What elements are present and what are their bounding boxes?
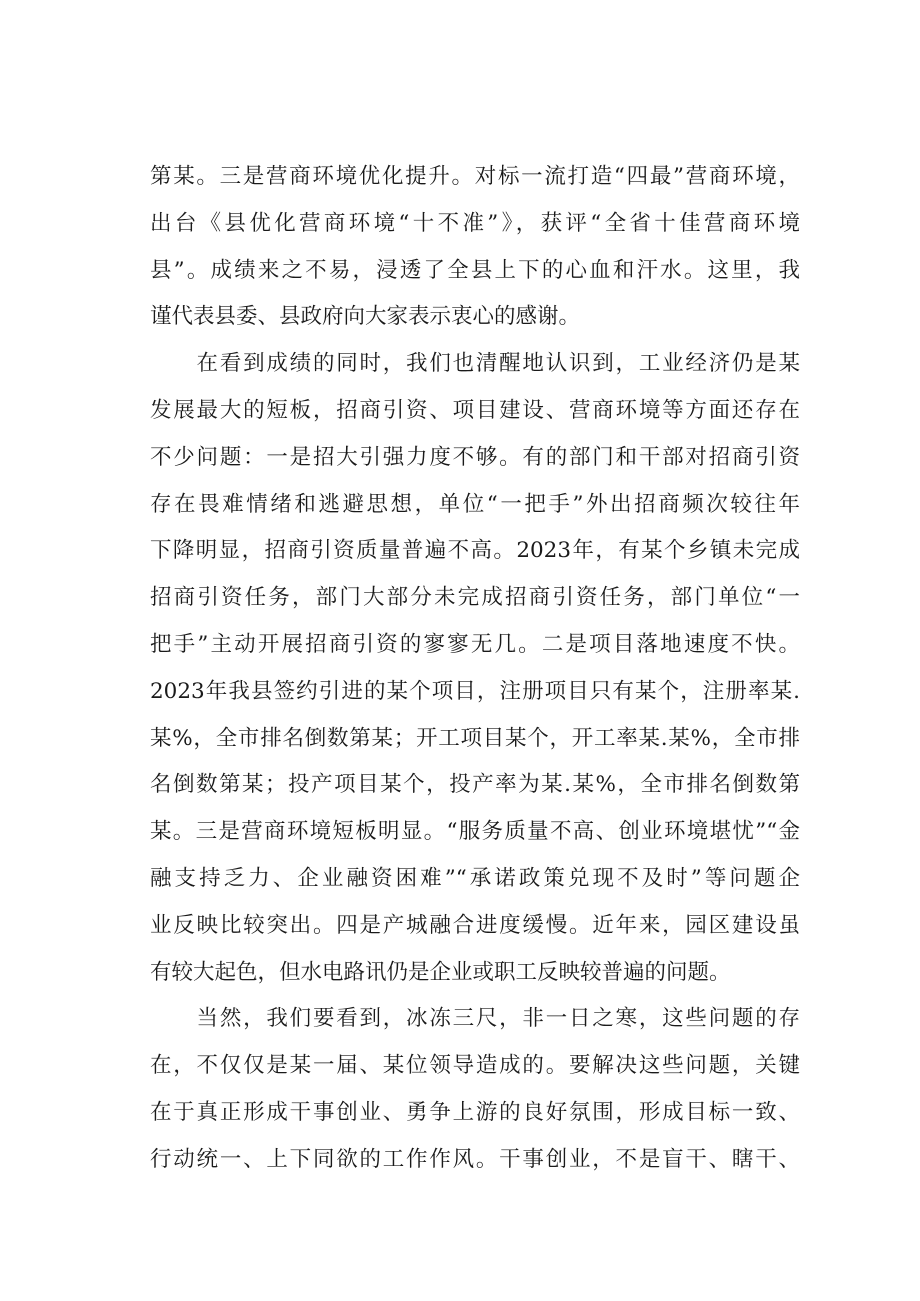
text-line: 行动统一、上下同欲的工作作风。干事创业，不是盲干、瞎干、 [150,1146,800,1172]
text-line: 融支持乏力、企业融资困难”“承诺政策兑现不及时”等问题企 [150,865,800,891]
text-line: 在于真正形成干事创业、勇争上游的良好氛围，形成目标一致、 [150,1099,800,1125]
text-line: 下降明显，招商引资质量普遍不高。2023年，有某个乡镇未完成 [150,538,800,564]
text-line: 在看到成绩的同时，我们也清醒地认识到，工业经济仍是某 [150,351,800,377]
text-line: 县”。成绩来之不易，浸透了全县上下的心血和汗水。这里，我 [150,257,800,283]
text-line: 业反映比较突出。四是产城融合进度缓慢。近年来，园区建设虽 [150,912,800,938]
paragraph-1 [150,154,800,341]
text-line: 2023年我县签约引进的某个项目，注册项目只有某个，注册率某. [150,678,800,704]
text-line: 招商引资任务，部门大部分未完成招商引资任务，部门单位“一 [150,585,800,611]
text-line: 名倒数第某；投产项目某个，投产率为某.某%，全市排名倒数第 [150,772,800,798]
paragraph-3 [150,996,800,1183]
document-body [150,154,800,1184]
text-line: 谨代表县委、县政府向大家表示衷心的感谢。 [150,304,581,330]
text-line: 不少问题：一是招大引强力度不够。有的部门和干部对招商引资 [150,444,800,470]
text-line: 存在畏难情绪和逃避思想，单位“一把手”外出招商频次较往年 [150,491,800,517]
text-line: 在，不仅仅是某一届、某位领导造成的。要解决这些问题，关键 [150,1053,800,1079]
text-line: 某%，全市排名倒数第某；开工项目某个，开工率某.某%，全市排 [150,725,800,751]
text-line: 发展最大的短板，招商引资、项目建设、营商环境等方面还存在 [150,397,800,423]
text-line: 出台《县优化营商环境“十不准”》，获评“全省十佳营商环境 [150,210,800,236]
text-line: 当然，我们要看到，冰冻三尺，非一日之寒，这些问题的存 [150,1006,800,1032]
text-line: 某。三是营商环境短板明显。“服务质量不高、创业环境堪忧”“金 [150,819,800,845]
paragraph-2 [150,341,800,996]
text-line: 把手”主动开展招商引资的寥寥无几。二是项目落地速度不快。 [150,631,800,657]
text-line: 有较大起色，但水电路讯仍是企业或职工反映较普遍的问题。 [150,959,731,985]
text-line: 第某。三是营商环境优化提升。对标一流打造“四最”营商环境， [150,164,800,189]
